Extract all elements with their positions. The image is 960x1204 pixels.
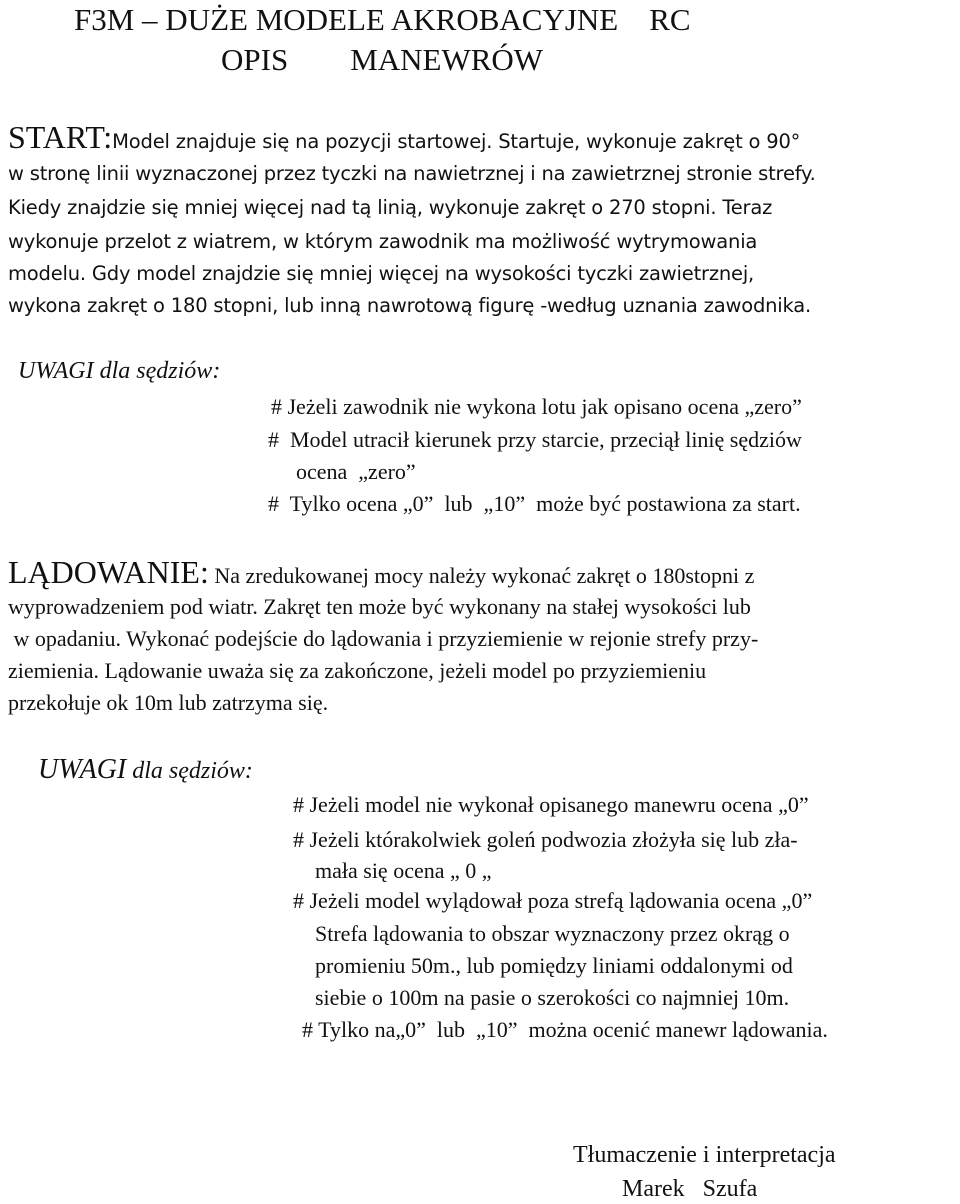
translation-credit: Tłumaczenie i interpretacja [573, 1142, 836, 1168]
document-title-line-1: F3M – DUŻE MODELE AKROBACYJNE RC [74, 2, 691, 37]
judges-note-2-3-cont-1: Strefa lądowania to obszar wyznaczony przez okrąg o [315, 921, 790, 946]
judges-note-1-2-cont: ocena „zero” [296, 459, 416, 484]
judges-note-2-3: # Jeżeli model wylądował poza strefą lądowania ocena „0” [293, 888, 813, 913]
landing-text-line-4: ziemienia. Lądowanie uważa się za zakończone, jeżeli model po przyziemieniu [8, 658, 707, 683]
start-text-line-2: w stronę linii wyznaczonej przez tyczki na nawietrznej i na zawietrznej stronie strefy. [8, 162, 816, 185]
judges-note-1-3: # Tylko ocena „0” lub „10” może być postawiona za start. [268, 491, 801, 516]
start-text-line-1: Model znajduje się na pozycji startowej. Startuje, wykonuje zakręt o 90° [112, 130, 801, 153]
landing-first-line [8, 554, 755, 591]
landing-text-line-5: przekołuje ok 10m lub zatrzyma się. [8, 690, 329, 715]
landing-heading: LĄDOWANIE: [8, 554, 209, 590]
start-text-line-6: wykona zakręt o 180 stopni, lub inną nawrotową figurę -według uznania zawodnika. [8, 294, 811, 317]
judges-note-2-3-cont-2: promieniu 50m., lub pomiędzy liniami oddalonymi od [315, 953, 793, 978]
start-text-line-3: Kiedy znajdzie się mniej więcej nad tą linią, wykonuje zakręt o 270 stopni. Teraz [8, 196, 773, 219]
judges-notes-heading-1: UWAGI dla sędziów: [18, 358, 221, 384]
judges-note-2-1: # Jeżeli model nie wykonał opisanego manewru ocena „0” [293, 792, 809, 817]
start-text-line-5: modelu. Gdy model znajdzie się mniej więcej na wysokości tyczki zawietrznej, [8, 262, 755, 285]
judges-notes-heading-2: UWAGI dla sędziów: [38, 754, 253, 785]
judges-note-2-3-cont-3: siebie o 100m na pasie o szerokości co najmniej 10m. [315, 985, 790, 1010]
document-title-line-2: OPIS MANEWRÓW [221, 42, 544, 77]
landing-text-line-1: Na zredukowanej mocy należy wykonać zakręt o 180stopni z [208, 563, 755, 588]
start-heading: START: [8, 119, 113, 155]
translator-name: Marek Szufa [622, 1176, 758, 1202]
start-first-line [8, 119, 801, 157]
judges-note-2-4: # Tylko na„0” lub „10” można ocenić manewr lądowania. [302, 1017, 828, 1042]
landing-text-line-3: w opadaniu. Wykonać podejście do lądowania i przyziemienie w rejonie strefy przy- [8, 626, 759, 651]
landing-text-line-2: wyprowadzeniem pod wiatr. Zakręt ten może być wykonany na stałej wysokości lub [8, 594, 751, 619]
start-text-line-4: wykonuje przelot z wiatrem, w którym zawodnik ma możliwość wytrymowania [8, 230, 758, 253]
judges-note-2-2: # Jeżeli którakolwiek goleń podwozia złożyła się lub zła- [293, 827, 798, 852]
judges-note-1-2: # Model utracił kierunek przy starcie, przeciął linię sędziów [268, 427, 802, 452]
judges-note-1-1: # Jeżeli zawodnik nie wykona lotu jak opisano ocena „zero” [271, 394, 802, 419]
judges-note-2-2-cont: mała się ocena „ 0 „ [315, 858, 492, 883]
